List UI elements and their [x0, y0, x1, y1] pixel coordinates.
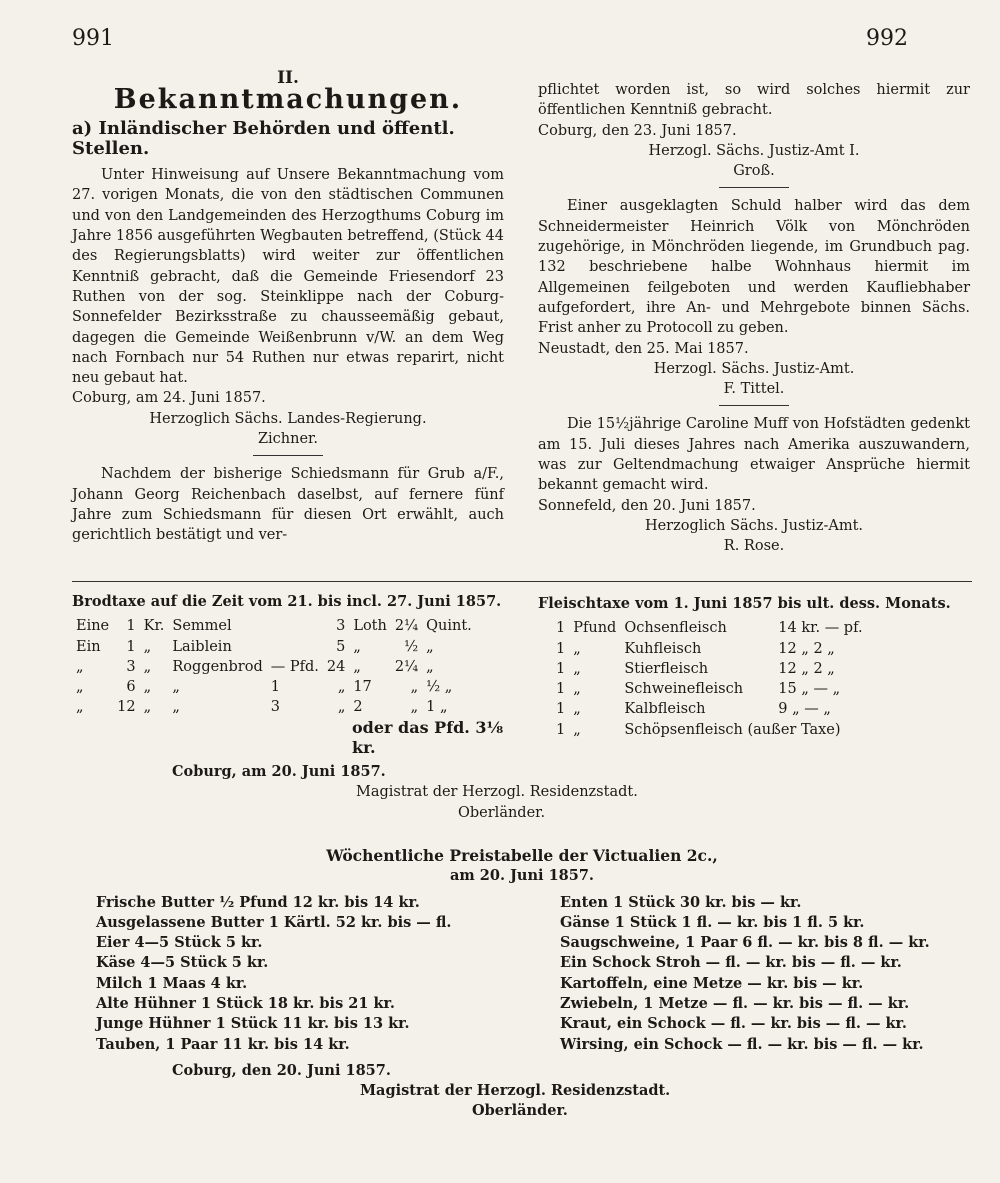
notice3-place-date: Neustadt, den 25. Mai 1857.: [538, 340, 749, 357]
fleischtaxe-cell: 12 „ 2 „: [778, 660, 835, 677]
brodtaxe-cell: „: [143, 658, 152, 675]
notice2-body-part1: Nachdem der bisherige Schiedsmann für Grub a/F., Johann Georg Reichenbach daselbst, auf fernere fünf Jahre zum Schiedsmann für diesen Ort erwählt, auch gerichtlich bestätigt und ver-: [72, 466, 504, 544]
fleischtaxe-cell: 1: [556, 640, 566, 657]
separator-rule: [719, 187, 789, 188]
brodtaxe-row: [72, 677, 476, 697]
price-item: Ausgelassene Butter 1 Kärtl. 52 kr. bis — fl.: [96, 913, 452, 931]
brodtaxe-cell: ½: [404, 638, 419, 655]
notice4-body: Die 15½jährige Caroline Muff von Hofstädten gedenkt am 15. Juli dieses Jahres nach Amerika auszuwandern, was zur Geltendmachung etwaiger Ansprüche hiermit bekannt gemacht wird.: [538, 416, 970, 494]
fleischtaxe-cell: „: [573, 721, 581, 738]
preistabelle-title: Wöchentliche Preistabelle der Victualien 2c.,: [326, 846, 718, 865]
brodtaxe-signature: [72, 762, 952, 823]
brodtaxe-cell: 17: [353, 679, 372, 696]
section-subtitle: a) Inländischer Behörden und öffentl. Stellen.: [72, 117, 455, 159]
brodtaxe-cell: „: [426, 658, 434, 675]
fleischtaxe-table: [552, 618, 877, 740]
fleischtaxe-cell: „: [573, 640, 581, 657]
notice1-body: Unter Hinweisung auf Unsere Bekanntmachung vom 27. vorigen Monats, die von den städtischen Communen und von den Landgemeinden des Herzogthums Coburg im Jahre 1856 ausgeführten Wegbauten betreffend, (Stück 44 des Regierungsblatts) wird weiter zur öffentlichen Kenntniß gebracht, daß die Gemeinde Friesendorf 23 Ruthen von der sog. Steinklippe nach der Coburg-Sonnefelder Bezirksstraße zu chausseemäßig gebaut, dagegen die Gemeinde Weißenbrunn v/W. an dem Weg nach Fornbach nur 54 Ruthen nur etwas reparirt, nicht neu gebaut hat.: [72, 167, 504, 387]
price-item: Ein Schock Stroh — fl. — kr. bis — fl. — kr.: [560, 954, 902, 972]
brodtaxe-cell: ½ „: [426, 679, 453, 696]
brodtaxe-cell: „: [76, 699, 84, 716]
brodtaxe-cell: „: [143, 699, 152, 716]
price-item: Kraut, ein Schock — fl. — kr. bis — fl. — kr.: [560, 1015, 907, 1033]
brodtaxe-cell: Loth: [353, 618, 387, 635]
brodtaxe-cell: Quint.: [426, 618, 472, 635]
fleischtaxe-cell: Kuhfleisch: [624, 640, 702, 657]
notice4-name: R. Rose.: [723, 538, 785, 555]
brodtaxe-cell: Eine: [76, 618, 110, 635]
notice3-name: F. Tittel.: [723, 381, 785, 398]
right-column: [538, 80, 970, 557]
brodtaxe-name: Oberländer.: [458, 804, 546, 821]
brodtaxe-cell: „: [172, 699, 180, 716]
fleischtaxe-row: [552, 639, 877, 659]
brodtaxe-block: [72, 592, 512, 758]
fleischtaxe-cell: „: [573, 681, 581, 698]
fleischtaxe-cell: [869, 720, 877, 740]
fleischtaxe-title: Fleischtaxe vom 1. Juni 1857 bis ult. dess. Monats.: [538, 595, 951, 612]
left-column: [72, 68, 504, 546]
horizontal-rule: [72, 581, 972, 582]
brodtaxe-cell: 6: [126, 679, 136, 696]
notice4-office: Herzoglich Sächs. Justiz-Amt.: [644, 517, 864, 534]
brodtaxe-cell: 1: [126, 638, 136, 655]
notice2-body-part2: pflichtet worden ist, so wird solches hiermit zur öffentlichen Kenntniß gebracht.: [538, 82, 970, 119]
preistabelle-place-date: Coburg, den 20. Juni 1857.: [172, 1061, 391, 1079]
price-item: Tauben, 1 Paar 11 kr. bis 14 kr.: [96, 1035, 350, 1053]
fleischtaxe-cell: Ochsenfleisch: [624, 620, 727, 637]
price-item: Eier 4—5 Stück 5 kr.: [96, 934, 263, 952]
separator-rule: [253, 455, 323, 456]
preistabelle-subtitle: am 20. Juni 1857.: [450, 867, 594, 885]
price-item: Frische Butter ½ Pfund 12 kr. bis 14 kr.: [96, 893, 420, 911]
price-item: Junge Hühner 1 Stück 11 kr. bis 13 kr.: [96, 1015, 410, 1033]
brodtaxe-cell: „: [76, 658, 84, 675]
price-item: Gänse 1 Stück 1 fl. — kr. bis 1 fl. 5 kr.: [560, 913, 865, 931]
brodtaxe-row: [72, 637, 476, 657]
brodtaxe-place-date: Coburg, am 20. Juni 1857.: [172, 763, 386, 780]
fleischtaxe-cell: 1: [556, 701, 566, 718]
price-item: Alte Hühner 1 Stück 18 kr. bis 21 kr.: [96, 995, 395, 1013]
fleischtaxe-cell: 12 „ 2 „: [778, 640, 835, 657]
brodtaxe-cell: „: [410, 699, 419, 716]
brodtaxe-cell: „: [172, 679, 180, 696]
fleischtaxe-cell: 14 kr. — pf.: [778, 620, 863, 637]
section-number: II.: [277, 68, 299, 88]
fleischtaxe-cell: 1: [556, 721, 566, 738]
brodtaxe-cell: 3: [336, 618, 346, 635]
brodtaxe-footer: oder das Pfd. 3⅛ kr.: [352, 717, 504, 758]
fleischtaxe-cell: 1: [556, 620, 566, 637]
price-item: Kartoffeln, eine Metze — kr. bis — kr.: [560, 974, 864, 992]
notice1-name: Zichner.: [257, 431, 319, 448]
brodtaxe-cell: 2¼: [394, 658, 419, 675]
brodtaxe-cell: „: [143, 679, 152, 696]
price-item: Enten 1 Stück 30 kr. bis — kr.: [560, 893, 802, 911]
section-title: Bekanntmachungen.: [113, 84, 463, 116]
brodtaxe-cell: 1: [126, 618, 136, 635]
notice3-body: Einer ausgeklagten Schuld halber wird das dem Schneidermeister Heinrich Völk von Mönchröden zugehörige, in Mönchröden liegende, im Grundbuch pag. 132 beschriebene halbe Wohnhaus hiermit im Allgemeinen feilgeboten und werden Kaufliebhaber aufgefordert, ihre An- und Mehrgebote binnen Sächs. Frist anher zu Protocoll zu geben.: [538, 198, 970, 337]
notice2-place-date: Coburg, den 23. Juni 1857.: [538, 122, 737, 139]
notice4-place-date: Sonnefeld, den 20. Juni 1857.: [538, 497, 756, 514]
notice2-name: Groß.: [733, 163, 775, 180]
brodtaxe-cell: „: [143, 638, 152, 655]
price-item: Saugschweine, 1 Paar 6 fl. — kr. bis 8 fl. — kr.: [560, 934, 930, 952]
brodtaxe-cell: 5: [336, 638, 346, 655]
fleischtaxe-cell: 1: [556, 681, 566, 698]
brodtaxe-office: Magistrat der Herzogl. Residenzstadt.: [356, 784, 638, 801]
fleischtaxe-block: [538, 594, 978, 740]
brodtaxe-cell: 3: [126, 658, 136, 675]
brodtaxe-cell: — Pfd.: [270, 658, 319, 675]
preistabelle-left-list: [96, 893, 516, 1055]
brodtaxe-row: [72, 657, 476, 677]
separator-rule: [719, 405, 789, 406]
brodtaxe-cell: „: [76, 679, 84, 696]
fleischtaxe-row: [552, 699, 877, 719]
fleischtaxe-cell: Schweinefleisch: [624, 681, 744, 698]
price-item: Milch 1 Maas 4 kr.: [96, 974, 248, 992]
brodtaxe-cell: „: [337, 679, 346, 696]
fleischtaxe-cell: Schöpsenfleisch (außer Taxe): [624, 721, 841, 738]
brodtaxe-cell: Semmel: [172, 618, 232, 635]
brodtaxe-cell: [267, 616, 323, 636]
fleischtaxe-cell: „: [573, 660, 581, 677]
brodtaxe-cell: 2¼: [394, 618, 419, 635]
brodtaxe-row: [72, 616, 476, 636]
brodtaxe-cell: 24: [326, 658, 346, 675]
fleischtaxe-cell: 9 „ — „: [778, 701, 831, 718]
brodtaxe-cell: Roggenbrod: [172, 658, 263, 675]
brodtaxe-cell: Laiblein: [172, 638, 232, 655]
brodtaxe-cell: „: [337, 699, 346, 716]
brodtaxe-table: [72, 616, 476, 717]
preistabelle-right-list: [560, 893, 980, 1055]
preistabelle-office: Magistrat der Herzogl. Residenzstadt.: [360, 1081, 671, 1099]
fleischtaxe-cell: 1: [556, 660, 566, 677]
page-number-left: 991: [72, 26, 114, 51]
brodtaxe-cell: Kr.: [143, 618, 165, 635]
fleischtaxe-cell: „: [573, 701, 581, 718]
brodtaxe-cell: 1 „: [426, 699, 448, 716]
brodtaxe-cell: „: [353, 658, 361, 675]
fleischtaxe-row: [552, 659, 877, 679]
page-number-right: 992: [866, 26, 908, 51]
price-item: Käse 4—5 Stück 5 kr.: [96, 954, 269, 972]
brodtaxe-cell: [267, 637, 323, 657]
brodtaxe-title: Brodtaxe auf die Zeit vom 21. bis incl. 27. Juni 1857.: [72, 593, 502, 610]
brodtaxe-cell: „: [410, 679, 419, 696]
brodtaxe-cell: 1: [270, 679, 280, 696]
brodtaxe-row: [72, 697, 476, 717]
preistabelle-name: Oberländer.: [472, 1102, 568, 1120]
fleischtaxe-row: [552, 618, 877, 638]
fleischtaxe-row: [552, 720, 877, 740]
brodtaxe-cell: „: [353, 638, 361, 655]
notice1-place-date: Coburg, am 24. Juni 1857.: [72, 390, 266, 407]
price-item: Zwiebeln, 1 Metze — fl. — kr. bis — fl. — kr.: [560, 995, 910, 1013]
fleischtaxe-cell: 15 „ — „: [778, 681, 841, 698]
notice2-office: Herzogl. Sächs. Justiz-Amt I.: [648, 142, 860, 159]
preistabelle-block: [72, 846, 972, 1121]
fleischtaxe-cell: Kalbfleisch: [624, 701, 706, 718]
fleischtaxe-cell: Stierfleisch: [624, 660, 709, 677]
brodtaxe-cell: 2: [353, 699, 363, 716]
notice1-office: Herzoglich Sächs. Landes-Regierung.: [149, 410, 427, 427]
price-item: Wirsing, ein Schock — fl. — kr. bis — fl. — kr.: [560, 1035, 924, 1053]
notice3-office: Herzogl. Sächs. Justiz-Amt.: [653, 360, 855, 377]
fleischtaxe-row: [552, 679, 877, 699]
brodtaxe-cell: 12: [117, 699, 136, 716]
brodtaxe-cell: 3: [270, 699, 280, 716]
brodtaxe-cell: „: [426, 638, 434, 655]
brodtaxe-cell: Ein: [76, 638, 101, 655]
fleischtaxe-cell: Pfund: [573, 620, 617, 637]
